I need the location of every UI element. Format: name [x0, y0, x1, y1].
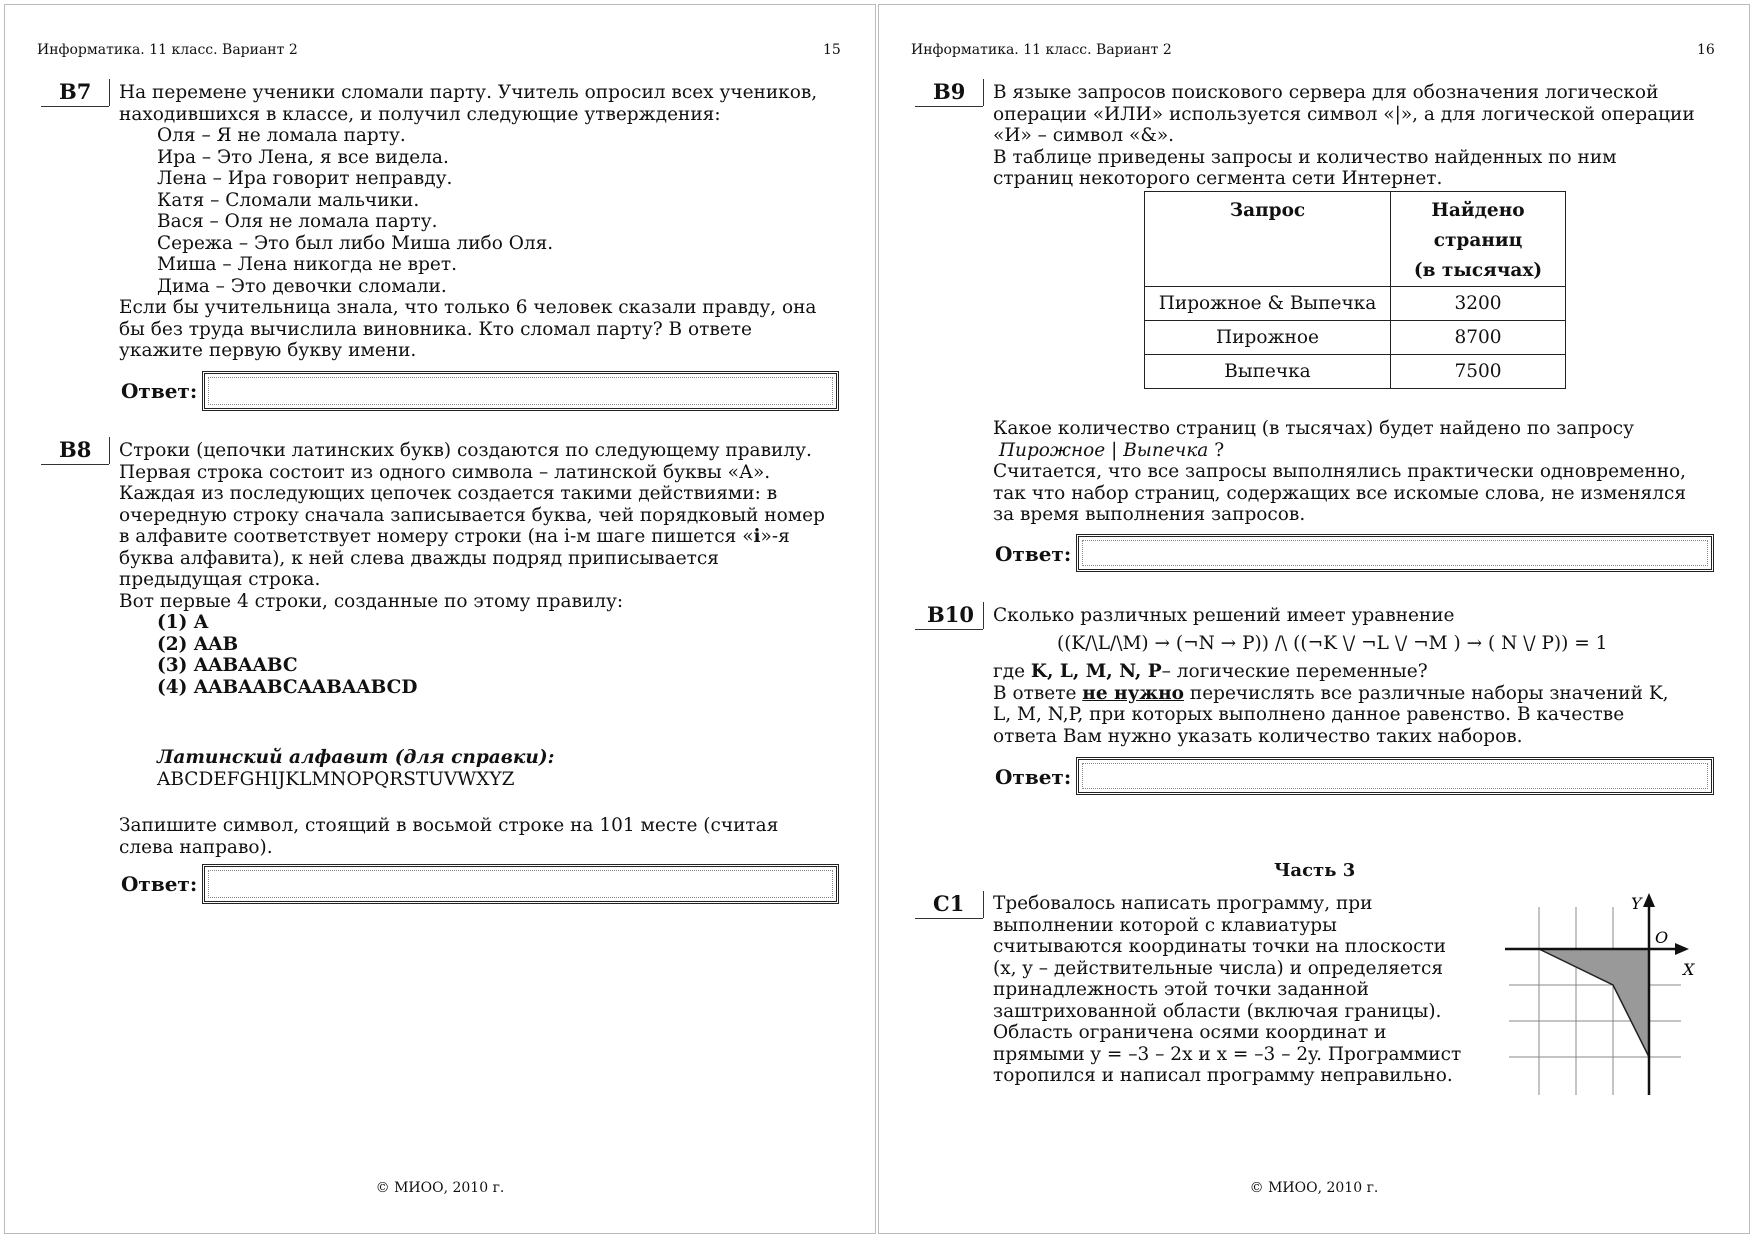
text-line: заштрихованной области (включая границы).	[993, 1000, 1442, 1022]
text-line: (x, y – действительные числа) и определяется	[993, 957, 1444, 979]
text-line: торопился и написал программу неправильно.	[993, 1065, 1453, 1086]
text-line: принадлежность этой точки заданной	[993, 979, 1369, 1000]
label-divider	[109, 437, 110, 464]
text-line: операции «ИЛИ» используется символ «|», а для логической операции	[993, 103, 1695, 125]
text-line: L, M, N,P, при которых выполнено данное равенство. В качестве	[993, 704, 1625, 725]
logic-formula: ((K/\L/\M) → (¬N → P)) /\ ((¬K \/ ¬L \/ ¬M ) → ( N \/ P)) = 1	[1057, 633, 1608, 654]
text-line: В ответе не нужно перечислять все различные наборы значений K,	[993, 682, 1669, 704]
text-line: за время выполнения запросов.	[993, 504, 1306, 525]
task-label: B7	[59, 79, 92, 104]
text-line: Область ограничена осями координат и	[993, 1022, 1387, 1043]
statement: Ира – Это Лена, я все видела.	[157, 146, 449, 168]
answer-input-b10[interactable]	[1076, 757, 1714, 795]
text-line: прямыми y = –3 – 2x и x = –3 – 2y. Программист	[993, 1043, 1462, 1065]
text-line: Запишите символ, стоящий в восьмой строке на 101 месте (считая	[119, 815, 779, 836]
text-line: где K, L, M, N, P– логические переменные?	[993, 661, 1428, 682]
statement: Катя – Сломали мальчики.	[157, 189, 420, 211]
sequence-row: (4) AABAABCAABAABCD	[157, 676, 418, 698]
text-line: «И» – символ «&».	[993, 125, 1175, 146]
page-number: 16	[1697, 42, 1715, 58]
text-line: Каждая из последующих цепочек создается такими действиями: в	[119, 483, 778, 504]
label-divider	[983, 891, 984, 918]
shaded-region	[1539, 949, 1649, 1057]
query-table	[1144, 191, 1566, 389]
table-row	[1145, 355, 1566, 389]
answer-label: Ответ:	[121, 872, 198, 896]
statement: Вася – Оля не ломала парту.	[157, 211, 438, 232]
task-text-2	[993, 661, 1715, 747]
label-divider	[109, 79, 110, 106]
part-heading: Часть 3	[1274, 860, 1356, 881]
header-title: Информатика. 11 класс. Вариант 2	[911, 42, 1172, 58]
alphabet: ABCDEFGHIJKLMNOPQRSTUVWXYZ	[157, 768, 515, 790]
page-footer: © МИОО, 2010 г.	[1249, 1180, 1379, 1196]
text-line: Считается, что все запросы выполнялись практически одновременно,	[993, 461, 1687, 482]
label-underline	[41, 106, 109, 107]
text-line: выполнении которой с клавиатуры	[993, 914, 1337, 936]
label-underline	[915, 106, 983, 107]
label-divider	[983, 602, 984, 629]
table-row	[1145, 287, 1566, 321]
origin-label: O	[1655, 928, 1669, 947]
task-question	[119, 815, 841, 858]
task-label: C1	[933, 891, 965, 916]
statement: Сережа – Это был либо Миша либо Оля.	[157, 232, 554, 254]
header-count: Найдено страниц (в тысячах)	[1391, 192, 1566, 287]
text-line: Вот первые 4 строки, созданные по этому правилу:	[119, 590, 624, 612]
page-number: 15	[823, 42, 841, 58]
header-title: Информатика. 11 класс. Вариант 2	[37, 42, 298, 58]
alphabet-title: Латинский алфавит (для справки):	[157, 747, 555, 768]
cell-query: Пирожное & Выпечка	[1145, 287, 1391, 321]
text-line: укажите первую букву имени.	[119, 340, 417, 361]
task-text	[993, 605, 1715, 627]
text-line: буква алфавита), к ней слева дважды подряд приписывается	[119, 547, 719, 569]
cell-count: 8700	[1391, 321, 1566, 355]
cell-query: Пирожное	[1145, 321, 1391, 355]
answer-label: Ответ:	[121, 379, 198, 403]
text-line: Пирожное | Выпечка ?	[998, 439, 1225, 461]
header-query: Запрос	[1145, 192, 1391, 287]
text-line: предыдущая строка.	[119, 569, 321, 590]
sequence-row: (1) A	[157, 612, 209, 633]
y-axis-arrow	[1643, 893, 1655, 907]
text-line: бы без труда вычислила виновника. Кто сломал парту? В ответе	[119, 318, 752, 340]
text-line: Первая строка состоит из одного символа – латинской буквы «А».	[119, 461, 771, 483]
text-line: Строки (цепочки латинских букв) создаются по следующему правилу.	[119, 440, 812, 461]
text-line: так что набор страниц, содержащих все искомые слова, не изменялся	[993, 482, 1687, 504]
x-axis-label: X	[1683, 960, 1695, 979]
text-line: В таблице приведены запросы и количество найденных по ним	[993, 146, 1617, 168]
sequence-row: (3) AABAABC	[157, 655, 298, 676]
left-page	[4, 4, 876, 1234]
answer-label: Ответ:	[995, 542, 1072, 566]
cell-count: 7500	[1391, 355, 1566, 389]
task-text	[119, 440, 841, 698]
text-line: В языке запросов поискового сервера для обозначения логической	[993, 82, 1659, 103]
task-label: B8	[59, 437, 92, 462]
table-header-row	[1145, 192, 1566, 287]
text-line: На перемене ученики сломали парту. Учитель опросил всех учеников,	[119, 82, 818, 103]
table-row	[1145, 321, 1566, 355]
answer-input-b8[interactable]	[202, 864, 839, 904]
label-underline	[41, 464, 109, 465]
task-text	[993, 893, 1488, 1087]
task-label: B9	[933, 79, 966, 104]
text-line: Сколько различных решений имеет уравнение	[993, 605, 1455, 626]
statement: Миша – Лена никогда не врет.	[157, 254, 457, 275]
answer-label: Ответ:	[995, 765, 1072, 789]
text-line: слева направо).	[119, 836, 273, 858]
sequence-row: (2) AAB	[157, 633, 239, 655]
label-divider	[983, 79, 984, 106]
text-line: ответа Вам нужно указать количество таких наборов.	[993, 725, 1523, 747]
text-line: страниц некоторого сегмента сети Интернет.	[993, 168, 1443, 189]
cell-query: Выпечка	[1145, 355, 1391, 389]
statement: Оля – Я не ломала парту.	[157, 125, 406, 146]
page-footer: © МИОО, 2010 г.	[375, 1180, 505, 1196]
label-underline	[915, 918, 983, 919]
statement: Дима – Это девочки сломали.	[157, 275, 447, 297]
text-line: находившихся в классе, и получил следующие утверждения:	[119, 103, 721, 125]
task-label: B10	[927, 602, 974, 627]
answer-input-b9[interactable]	[1076, 534, 1714, 572]
task-question	[993, 418, 1715, 526]
alphabet-block	[157, 747, 841, 790]
text-line: Требовалось написать программу, при	[993, 893, 1373, 914]
statement: Лена – Ира говорит неправду.	[157, 168, 453, 189]
y-axis-label: Y	[1631, 894, 1642, 913]
text-line: в алфавите соответствует номеру строки (на i-м шаге пишется «i»-я	[119, 526, 790, 547]
text-line: Какое количество страниц (в тысячах) будет найдено по запросу	[993, 418, 1634, 439]
cell-count: 3200	[1391, 287, 1566, 321]
region-diagram	[1501, 885, 1701, 1100]
x-axis-arrow	[1675, 943, 1689, 955]
text-line: Если бы учительница знала, что только 6 человек сказали правду, она	[119, 297, 817, 318]
text-line: считываются координаты точки на плоскости	[993, 936, 1447, 957]
right-page	[878, 4, 1750, 1234]
task-text	[119, 82, 841, 362]
label-underline	[915, 629, 983, 630]
answer-input-b7[interactable]	[202, 371, 839, 411]
task-text	[993, 82, 1715, 190]
text-line: очередную строку сначала записывается буква, чей порядковый номер	[119, 504, 825, 526]
